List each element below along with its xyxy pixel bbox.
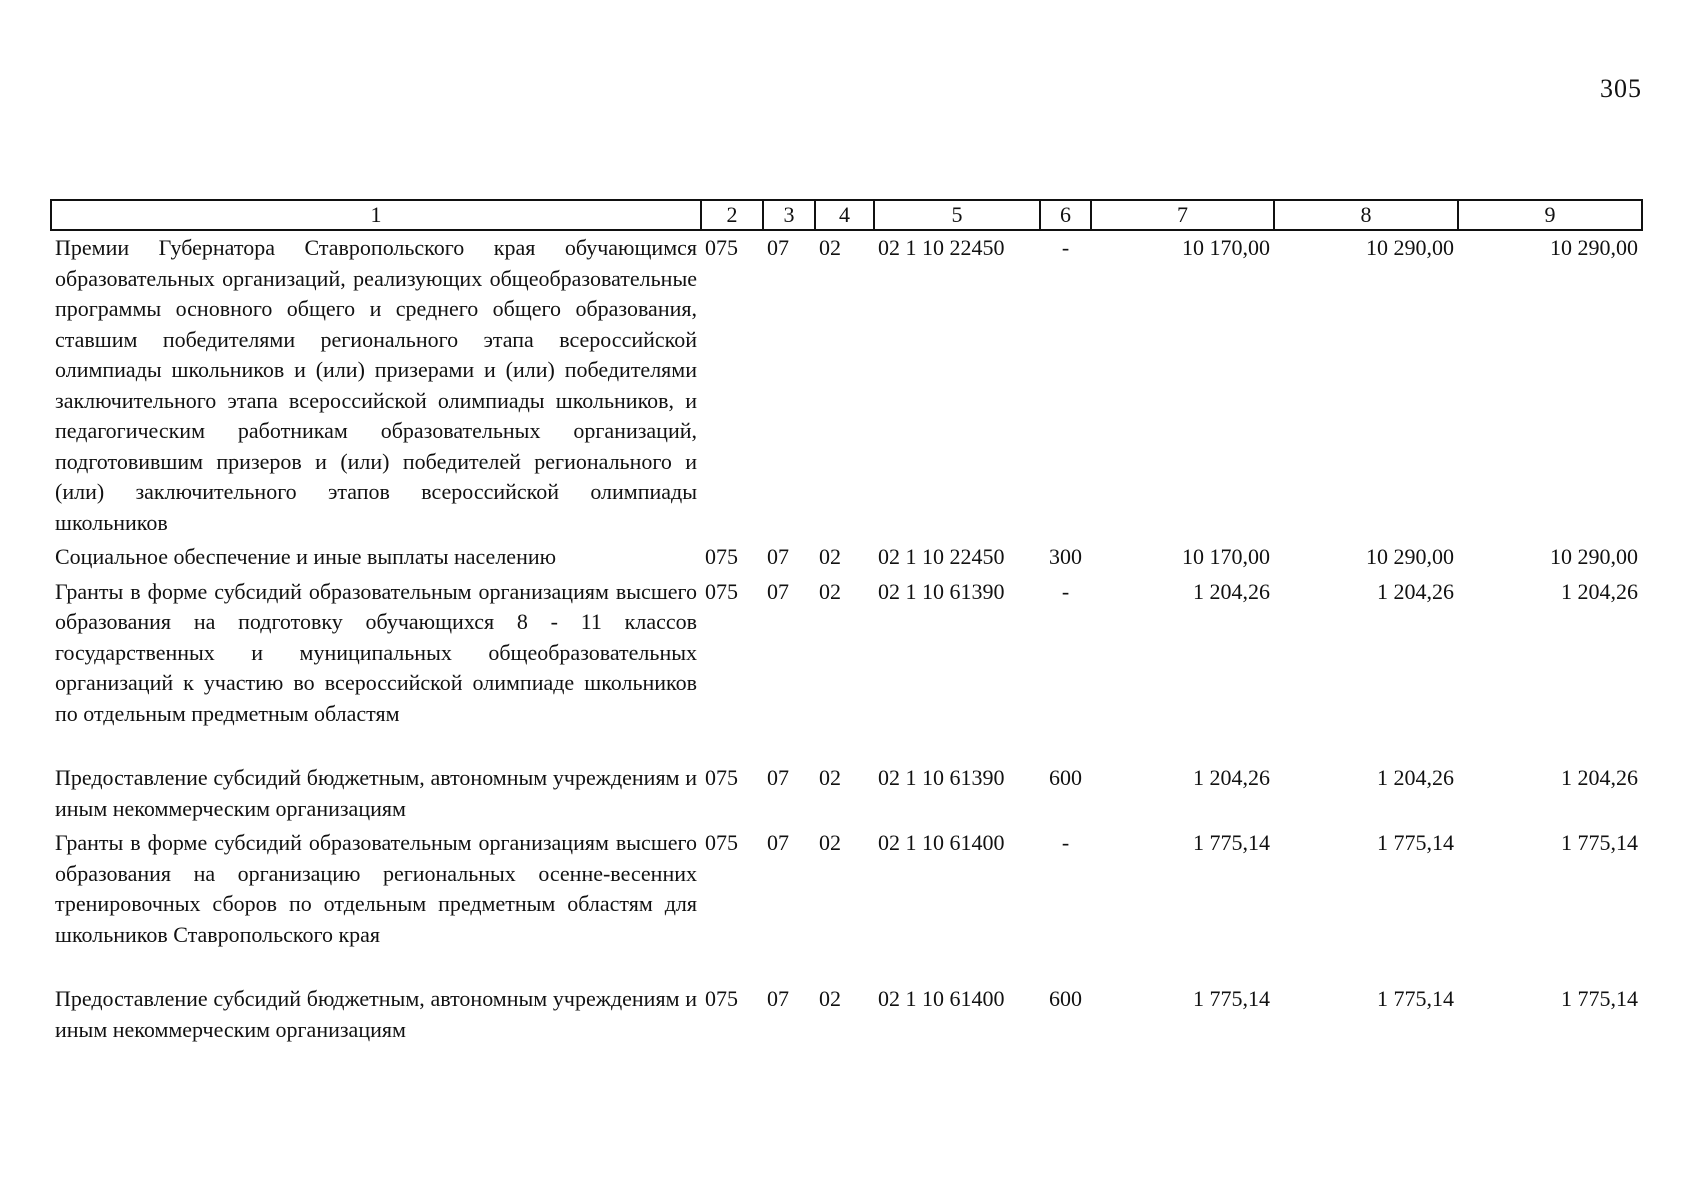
row-col-4: 02 <box>819 544 841 569</box>
budget-table <box>50 199 1643 1047</box>
row-col-2: 075 <box>705 235 738 260</box>
row-col-3: 07 <box>767 986 789 1011</box>
row-col-3: 07 <box>767 235 789 260</box>
row-col-6: - <box>1061 235 1070 260</box>
row-col-5: 02 1 10 61390 <box>878 578 1005 604</box>
row-col-2: 075 <box>705 765 738 790</box>
row-col-9: 1 775,14 <box>1561 830 1638 855</box>
header-col-8: 8 <box>1274 200 1458 230</box>
row-col-2: 075 <box>705 544 738 569</box>
header-col-7: 7 <box>1091 200 1274 230</box>
row-col-4: 02 <box>819 578 841 604</box>
header-row <box>51 200 1642 230</box>
row-col-6: 300 <box>1049 544 1082 569</box>
row-col-9: 10 290,00 <box>1550 544 1638 569</box>
row-col-5: 02 1 10 61390 <box>878 765 1005 790</box>
row-col-6: 600 <box>1049 765 1082 790</box>
row-col-4: 02 <box>819 235 841 260</box>
header-col-6: 6 <box>1040 200 1091 230</box>
row-col-3: 07 <box>767 578 789 604</box>
row-col-4: 02 <box>819 986 841 1011</box>
header-col-2: 2 <box>701 200 763 230</box>
row-col-7: 1 775,14 <box>1193 986 1270 1011</box>
row-col-2: 075 <box>705 578 738 604</box>
row-col-3: 07 <box>767 830 789 855</box>
table-row <box>51 761 1642 826</box>
row-col-8: 1 204,26 <box>1377 578 1454 604</box>
row-col-4: 02 <box>819 765 841 790</box>
table-body <box>51 230 1642 1047</box>
row-col-2: 075 <box>705 830 738 855</box>
table-row <box>51 230 1642 540</box>
row-name: Социальное обеспечение и иные выплаты населению <box>55 544 557 569</box>
row-col-7: 1 775,14 <box>1193 830 1270 855</box>
header-col-9: 9 <box>1458 200 1642 230</box>
table-row <box>51 540 1642 575</box>
row-col-6: 600 <box>1049 986 1082 1011</box>
row-col-7: 10 170,00 <box>1182 544 1270 569</box>
row-col-3: 07 <box>767 544 789 569</box>
row-col-2: 075 <box>705 986 738 1011</box>
row-col-3: 07 <box>767 765 789 790</box>
row-col-8: 10 290,00 <box>1366 544 1454 569</box>
row-col-5: 02 1 10 22450 <box>878 235 1005 260</box>
row-col-7: 10 170,00 <box>1182 235 1270 260</box>
row-name: Предоставление субсидий бюджетным, автономным учреждениям и иным некоммерческим организациям <box>55 765 697 821</box>
table-row <box>51 575 1642 762</box>
row-name: Премии Губернатора Ставропольского края обучающимся образовательных организаций, реализующих общеобразовательные программы основного общего и среднего общего образования, ставшим победителями регионального этапа всероссийской олимпиады школьников и (или) призерами и (или) победителями заключительного этапа всероссийской олимпиады школьников, и педагогическим работникам образовательных организаций, подготовившим призеров и (или) победителей регионального и (или) заключительного этапов всероссийской олимпиады школьников <box>55 235 697 535</box>
row-name: Гранты в форме субсидий образовательным организациям высшего образования на организацию региональных осенне-весенних тренировочных сборов по отдельным предметным областям для школьников Ставропольского края <box>55 830 697 947</box>
row-col-8: 1 775,14 <box>1377 830 1454 855</box>
row-col-8: 10 290,00 <box>1366 235 1454 260</box>
row-col-9: 1 775,14 <box>1561 986 1638 1011</box>
table-header <box>51 200 1642 230</box>
row-name: Предоставление субсидий бюджетным, автономным учреждениям и иным некоммерческим организациям <box>55 986 697 1042</box>
row-col-5: 02 1 10 61400 <box>878 986 1005 1011</box>
row-col-6: - <box>1061 578 1070 604</box>
header-col-1: 1 <box>51 200 701 230</box>
row-col-8: 1 775,14 <box>1377 986 1454 1011</box>
page-number: 305 <box>1600 74 1642 103</box>
row-name: Гранты в форме субсидий образовательным организациям высшего образования на подготовку обучающихся 8 - 11 классов государственных и муниципальных общеобразовательных организаций к участию во всероссийской олимпиаде школьников по отдельным предметным областям <box>55 578 697 726</box>
row-col-7: 1 204,26 <box>1193 578 1270 604</box>
row-col-9: 1 204,26 <box>1561 765 1638 790</box>
row-col-7: 1 204,26 <box>1193 765 1270 790</box>
row-col-9: 10 290,00 <box>1550 235 1638 260</box>
header-col-5: 5 <box>874 200 1040 230</box>
table-row <box>51 982 1642 1047</box>
header-col-3: 3 <box>763 200 815 230</box>
row-col-8: 1 204,26 <box>1377 765 1454 790</box>
row-col-4: 02 <box>819 830 841 855</box>
row-col-5: 02 1 10 22450 <box>878 544 1005 569</box>
table-row <box>51 826 1642 982</box>
header-col-4: 4 <box>815 200 874 230</box>
row-col-9: 1 204,26 <box>1561 578 1638 604</box>
row-col-6: - <box>1061 830 1070 855</box>
row-col-5: 02 1 10 61400 <box>878 830 1005 855</box>
